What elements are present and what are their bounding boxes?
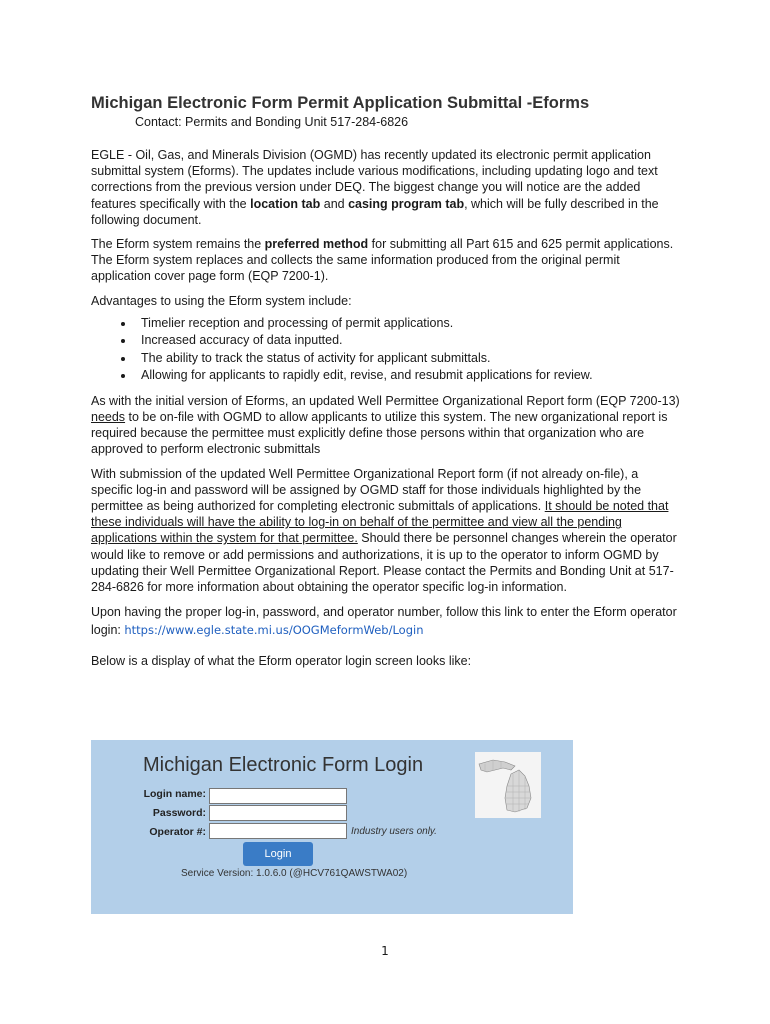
login-name-input[interactable]	[209, 788, 347, 804]
preferred-method-paragraph	[91, 236, 681, 285]
intro-text-3: , which will be fully described in the following document.	[91, 196, 659, 227]
display-caption: Below is a display of what the Eform operator login screen looks like:	[91, 654, 472, 669]
list-item: • The ability to track the status of activity for applicant submittals.	[135, 350, 681, 368]
operator-hint: Industry users only.	[351, 826, 437, 837]
location-tab-bold: location tab	[250, 196, 321, 211]
password-label: Password:	[152, 807, 206, 819]
michigan-map-icon	[475, 752, 541, 818]
login-name-label: Login name:	[143, 788, 206, 800]
login-button[interactable]: Login	[243, 842, 313, 866]
password-input[interactable]	[209, 805, 347, 821]
needs-underlined: needs	[91, 410, 126, 425]
intro-paragraph	[91, 147, 681, 228]
login-screenshot	[91, 740, 573, 914]
login-link-paragraph	[91, 603, 681, 639]
org-text-1: As with the initial version of Eforms, an updated Well Permittee Organizational Report form (EQP 7200-13)	[91, 393, 680, 408]
document-body	[91, 92, 681, 669]
sub-text-1: With submission of the updated Well Permittee Organizational Report form (if not already on-file), a specific log-in and password will be assigned by OGMD staff for those individuals highlighted by the permittee as being authorized for completing electronic submittals of applications.	[91, 466, 642, 514]
document-title: Michigan Electronic Form Permit Application Submittal -Eforms	[91, 94, 590, 112]
eform-login-link[interactable]: https://www.egle.state.mi.us/OOGMeformWeb/Login	[124, 623, 424, 638]
preferred-method-bold: preferred method	[264, 237, 369, 252]
submission-paragraph	[91, 466, 681, 596]
operator-label: Operator #:	[149, 826, 206, 838]
pm-text-2: for submitting all Part 615 and 625 permit applications. The Eform system replaces and collects the same information produced from the original permit application cover page form (EQP 7200-1).	[91, 237, 674, 284]
link-text: Upon having the proper log-in, password, and operator number, follow this link to enter the Eform operator login:	[91, 605, 677, 638]
contact-line: Contact: Permits and Bonding Unit 517-284-6826	[135, 115, 409, 129]
list-item: • Increased accuracy of data inputted.	[135, 332, 681, 350]
list-item: • Timelier reception and processing of permit applications.	[135, 315, 681, 333]
note-underlined: It should be noted that these individuals will have the ability to log-in on behalf of the permittee and view all the pending applications within the system for that permittee.	[91, 499, 669, 546]
org-report-paragraph	[91, 393, 681, 458]
service-version: Service Version: 1.0.6.0 (@HCV761QAWSTWA02)	[181, 868, 408, 879]
list-item: • Allowing for applicants to rapidly edit, revise, and resubmit applications for review.	[135, 367, 681, 385]
operator-input[interactable]	[209, 823, 347, 839]
pm-text-1: The Eform system remains the	[91, 237, 265, 252]
login-title: Michigan Electronic Form Login	[143, 754, 424, 776]
page-number: 1	[381, 944, 389, 958]
advantages-heading: Advantages to using the Eform system include:	[91, 293, 352, 308]
sub-text-2: Should there be personnel changes wherein the operator would like to remove or add permissions and authorizations, it is up to the operator to inform OGMD by updating their Well Permittee Organizational Report. Please contact the Permits and Bonding Unit at 517-284-6826 for more information about obtaining the operator specific log-in information.	[91, 531, 677, 595]
intro-text-2: and	[320, 196, 349, 211]
org-text-2: to be on-file with OGMD to allow applicants to utilize this system. The new organizational report is required because the permittee must explicitly define those persons within that organization who are approved to perform electronic submittals	[91, 410, 668, 457]
advantages-list	[91, 315, 681, 385]
casing-tab-bold: casing program tab	[348, 196, 465, 211]
intro-text-1: EGLE - Oil, Gas, and Minerals Division (OGMD) has recently updated its electronic permit application submittal system (Eforms). The updates include various modifications, including updating logo and text corrections from the previous version under DEQ. The biggest change you will notice are the added features specifically with the	[91, 148, 658, 211]
